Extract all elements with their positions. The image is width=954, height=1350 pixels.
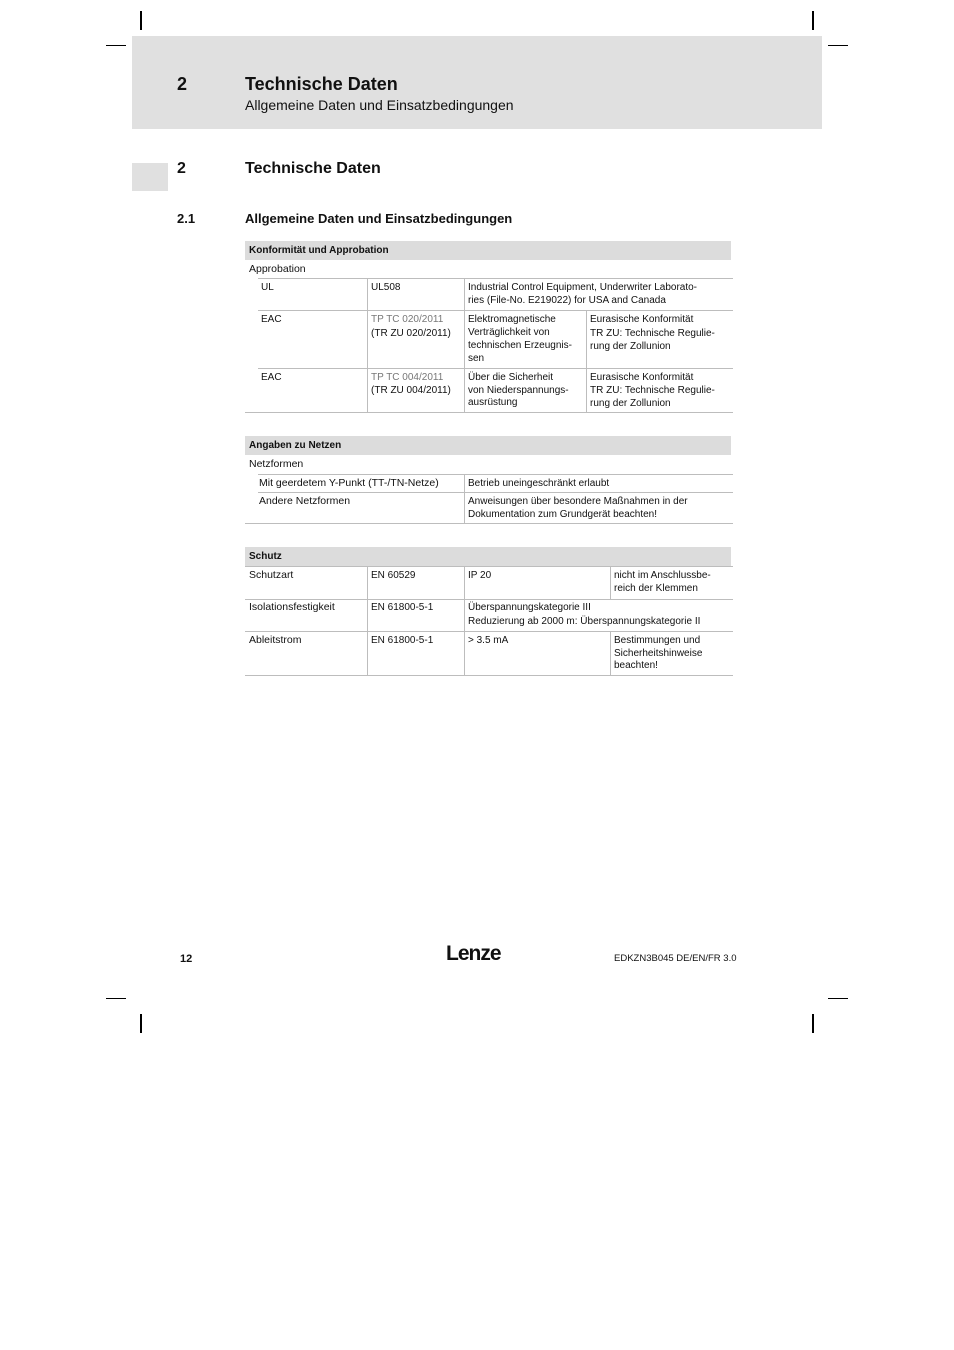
table-rule	[258, 474, 733, 475]
header-band	[132, 36, 822, 129]
table-rule	[245, 675, 733, 676]
table-cell: Isolationsfestigkeit	[249, 601, 335, 613]
table-rule	[464, 475, 465, 523]
table-rule	[464, 567, 465, 675]
table-rule	[258, 492, 733, 493]
table-rule	[610, 567, 611, 599]
protection-table-heading: Schutz	[245, 547, 731, 566]
table-cell: Betrieb uneingeschränkt erlaubt	[468, 478, 610, 489]
table-cell: Verträglichkeit von	[468, 327, 550, 338]
chapter-subtitle: Allgemeine Daten und Einsatzbedingungen	[245, 97, 514, 113]
table-rule	[464, 279, 465, 412]
table-cell: nicht im Anschlussbe-	[614, 570, 711, 581]
table-cell: Über die Sicherheit	[468, 372, 554, 383]
subsection-title: Allgemeine Daten und Einsatzbedingungen	[245, 211, 513, 226]
table-cell: Ableitstrom	[249, 634, 302, 646]
table-cell: EAC	[261, 314, 282, 325]
table-cell: ausrüstung	[468, 397, 518, 408]
table-cell: > 3.5 mA	[468, 635, 509, 646]
table-cell: IP 20	[468, 570, 492, 581]
table-cell: von Niederspannungs-	[468, 385, 569, 396]
table-cell: ries (File-No. E219022) for USA and Canada	[468, 295, 666, 306]
table-cell: Sicherheitshinweise	[614, 648, 703, 659]
table-rule	[245, 599, 733, 600]
table-cell: reich der Klemmen	[614, 583, 698, 594]
table-cell: EN 61800-5-1	[371, 635, 434, 646]
table-cell: Reduzierung ab 2000 m: Überspannungskategorie II	[468, 616, 701, 627]
crop-mark	[828, 998, 848, 999]
table-cell: Dokumentation zum Grundgerät beachten!	[468, 509, 657, 520]
chapter-number: 2	[177, 74, 188, 94]
table-cell: Schutzart	[249, 569, 294, 581]
section-tab-marker	[132, 163, 168, 191]
subsection-number: 2.1	[177, 211, 196, 226]
networks-group-label: Netzformen	[249, 458, 304, 470]
table-cell: Anweisungen über besondere Maßnahmen in der	[468, 496, 688, 507]
table-rule	[258, 368, 733, 369]
chapter-title: Technische Daten	[245, 74, 398, 94]
table-cell: EN 61800-5-1	[371, 602, 434, 613]
table-rule	[367, 279, 368, 412]
table-cell: EN 60529	[371, 570, 416, 581]
table-cell: TP TC 020/2011	[371, 314, 444, 325]
table-rule	[245, 523, 733, 524]
page-number: 12	[180, 953, 193, 965]
table-cell: TR ZU: Technische Regulie-	[590, 328, 715, 339]
crop-mark	[828, 45, 848, 46]
table-cell: Eurasische Konformität	[590, 372, 694, 383]
table-cell: TP TC 004/2011	[371, 372, 444, 383]
table-cell: UL508	[371, 282, 401, 293]
table-rule	[367, 567, 368, 675]
table-rule	[245, 412, 733, 413]
table-rule	[245, 566, 733, 567]
table-rule	[610, 632, 611, 675]
table-rule	[245, 631, 733, 632]
table-cell: Bestimmungen und	[614, 635, 701, 646]
section-title: Technische Daten	[245, 160, 381, 177]
table-cell: Eurasische Konformität	[590, 314, 694, 325]
table-cell: EAC	[261, 372, 282, 383]
section-number: 2	[177, 160, 186, 177]
crop-mark	[106, 45, 126, 46]
table-cell: Industrial Control Equipment, Underwriter Laborato-	[468, 282, 697, 293]
crop-mark	[106, 998, 126, 999]
table-cell: rung der Zollunion	[590, 341, 671, 352]
table-cell: Mit geerdetem Y-Punkt (TT-/TN-Netze)	[259, 477, 439, 489]
table-cell: Überspannungskategorie III	[468, 602, 591, 613]
table-cell: (TR ZU 004/2011)	[371, 385, 451, 396]
crop-mark	[140, 11, 142, 30]
table-cell: technischen Erzeugnis-	[468, 340, 572, 351]
document-id: EDKZN3B045 DE/EN/FR 3.0	[614, 953, 737, 964]
crop-mark	[140, 1014, 142, 1033]
table-rule	[258, 310, 733, 311]
table-cell: Elektromagnetische	[468, 314, 556, 325]
crop-mark	[812, 11, 814, 30]
table-cell: (TR ZU 020/2011)	[371, 328, 451, 339]
table-cell: UL	[261, 282, 274, 293]
table-rule	[258, 278, 733, 279]
table-cell: Andere Netzformen	[259, 495, 351, 507]
lenze-logo: Lenze	[446, 942, 501, 965]
table-cell: TR ZU: Technische Regulie-	[590, 385, 715, 396]
conformity-table-heading: Konformität und Approbation	[245, 241, 731, 260]
table-cell: sen	[468, 353, 485, 364]
conformity-group-label: Approbation	[249, 263, 306, 275]
crop-mark	[812, 1014, 814, 1033]
networks-table-heading: Angaben zu Netzen	[245, 436, 731, 455]
table-rule	[586, 311, 587, 412]
table-cell: beachten!	[614, 660, 658, 671]
table-cell: rung der Zollunion	[590, 398, 671, 409]
